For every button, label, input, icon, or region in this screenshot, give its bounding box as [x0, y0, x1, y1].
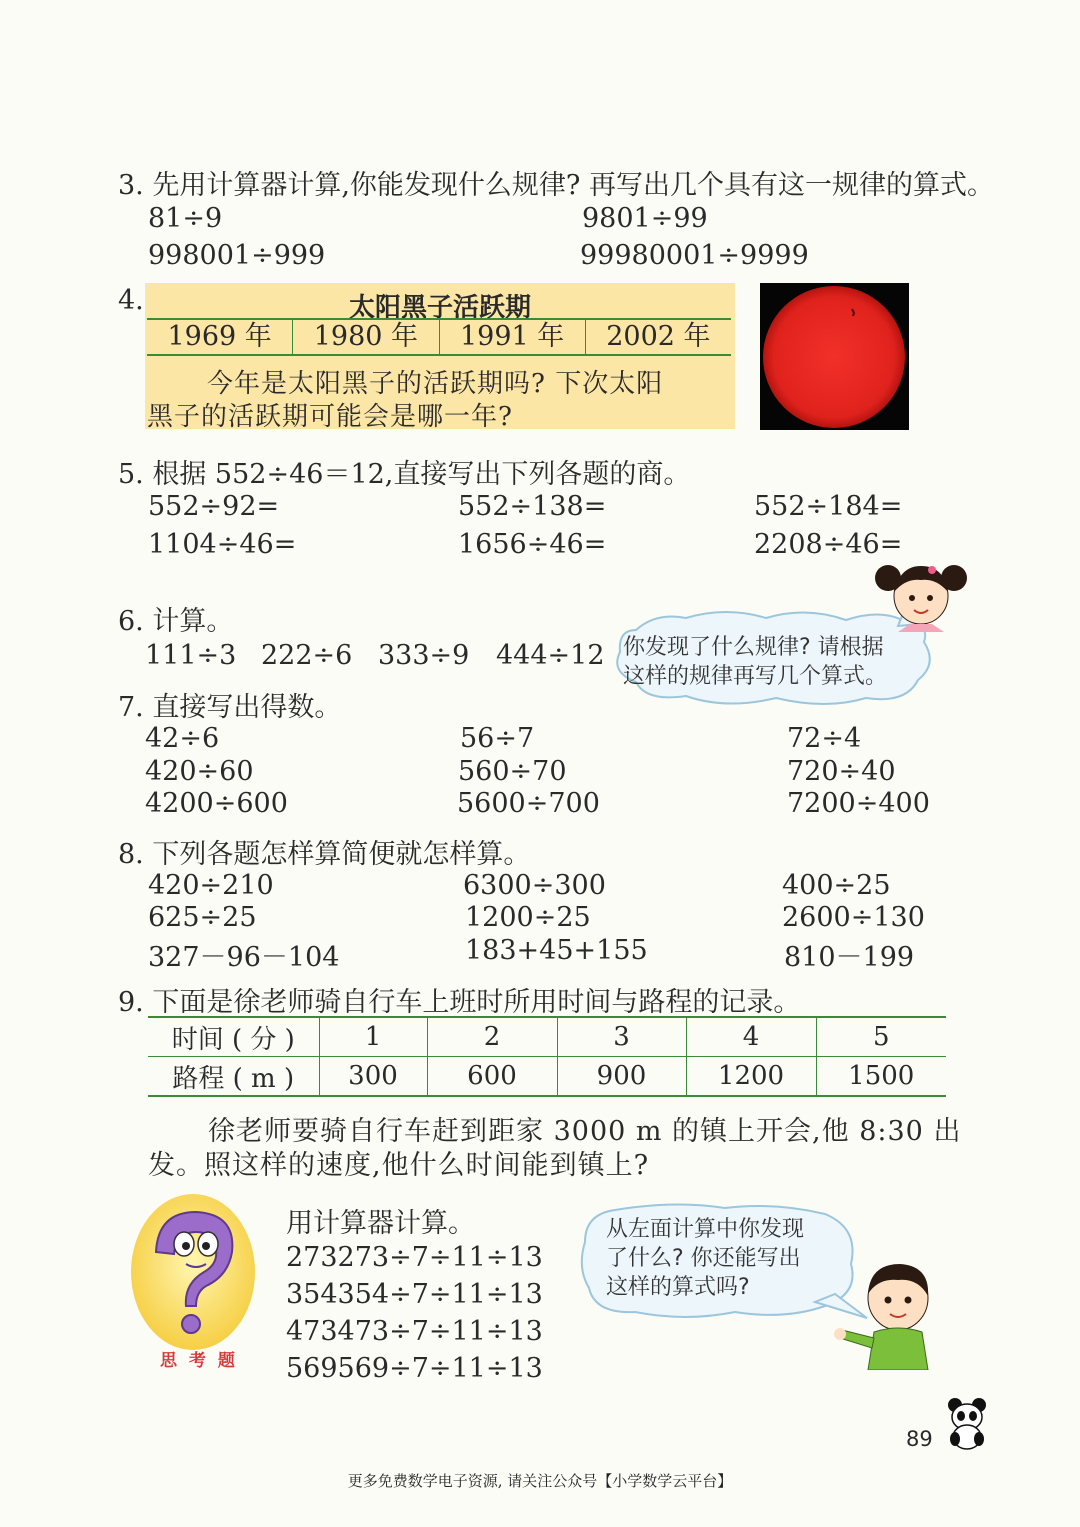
think-bubble-line1: 从左面计算中你发现 [606, 1217, 805, 1242]
table-header-time: 时间 ( 分 ) [148, 1017, 319, 1057]
q7-expr-9: 7200÷400 [787, 788, 930, 819]
table-cell: 1500 [816, 1057, 946, 1097]
table-header-distance: 路程 ( m ) [148, 1057, 319, 1097]
think-expr-4: 569569÷7÷11÷13 [286, 1353, 543, 1384]
page-number: 89 [906, 1427, 933, 1451]
q6-bubble-line1: 你发现了什么规律? 请根据 [623, 635, 884, 660]
q8-expr-7: 327－96－104 [148, 942, 340, 973]
sunspot-years-row [147, 318, 731, 356]
q9-text: 9. 下面是徐老师骑自行车上班时所用时间与路程的记录。 [118, 987, 801, 1018]
q5-expr-1: 552÷92= [148, 491, 280, 522]
question-mark-mascot-icon [128, 1190, 258, 1370]
q8-expr-3: 400÷25 [782, 870, 891, 901]
q7-expr-5: 560÷70 [458, 756, 567, 787]
sunspot-year-2: 1980 年 [292, 320, 438, 354]
q4-number: 4. [118, 285, 144, 316]
q3-expr-2: 9801÷99 [582, 203, 708, 234]
table-row [148, 1017, 946, 1057]
think-expr-1: 273273÷7÷11÷13 [286, 1242, 543, 1273]
think-intro: 用计算器计算。 [286, 1208, 475, 1239]
table-cell: 900 [557, 1057, 686, 1097]
q9-para-line2: 发。照这样的速度,他什么时间能到镇上? [148, 1150, 650, 1181]
think-expr-2: 354354÷7÷11÷13 [286, 1279, 543, 1310]
q6-text: 6. 计算。 [118, 606, 234, 637]
q8-expr-9: 810－199 [784, 942, 915, 973]
q5-expr-2: 552÷138= [458, 491, 607, 522]
think-bubble-line3: 这样的算式吗? [606, 1275, 750, 1300]
q7-expr-7: 4200÷600 [145, 788, 288, 819]
q3-text: 3. 先用计算器计算,你能发现什么规律? 再写出几个具有这一规律的算式。 [118, 170, 994, 201]
sun-photo [760, 283, 909, 430]
table-cell: 600 [427, 1057, 557, 1097]
sunspot-year-1: 1969 年 [167, 321, 272, 352]
sunspot-year-3: 1991 年 [439, 320, 585, 354]
table-cell: 4 [686, 1017, 816, 1057]
q8-expr-5: 1200÷25 [465, 902, 591, 933]
table-cell: 5 [816, 1017, 946, 1057]
sunspot-question-line1: 今年是太阳黑子的活跃期吗? 下次太阳 [207, 369, 664, 399]
boy-icon [832, 1258, 950, 1370]
q7-expr-8: 5600÷700 [457, 788, 600, 819]
table-cell: 3 [557, 1017, 686, 1057]
q7-expr-3: 72÷4 [787, 723, 862, 754]
q3-expr-1: 81÷9 [148, 203, 223, 234]
q6-expr-2: 222÷6 [261, 640, 353, 671]
sunspot-question-line2: 黑子的活跃期可能会是哪一年? [147, 402, 513, 432]
q6-expr-4: 444÷12 [496, 640, 605, 671]
q5-expr-4: 1104÷46= [148, 529, 297, 560]
sunspot-year-4: 2002 年 [585, 320, 731, 354]
table-cell: 2 [427, 1017, 557, 1057]
footer-note: 更多免费数学电子资源, 请关注公众号【小学数学云平台】 [347, 1472, 733, 1490]
q5-expr-5: 1656÷46= [458, 529, 607, 560]
q6-bubble-line2: 这样的规律再写几个算式。 [623, 664, 888, 689]
time-distance-table [148, 1016, 946, 1097]
q5-text: 5. 根据 552÷46＝12,直接写出下列各题的商。 [118, 459, 691, 490]
q8-expr-6: 2600÷130 [782, 902, 925, 933]
table-cell: 1 [319, 1017, 427, 1057]
think-expr-3: 473473÷7÷11÷13 [286, 1316, 543, 1347]
q7-expr-2: 56÷7 [460, 723, 535, 754]
sunspot-info-box [145, 283, 735, 432]
q7-expr-6: 720÷40 [787, 756, 896, 787]
q7-text: 7. 直接写出得数。 [118, 692, 342, 723]
q3-expr-3: 998001÷999 [148, 240, 326, 271]
q8-expr-2: 6300÷300 [463, 870, 606, 901]
q8-expr-4: 625÷25 [148, 902, 257, 933]
q7-expr-4: 420÷60 [145, 756, 254, 787]
q6-expr-3: 333÷9 [378, 640, 470, 671]
q8-expr-8: 183+45+155 [465, 935, 648, 966]
sunspot-title: 太阳黑子活跃期 [348, 293, 531, 323]
table-row [148, 1057, 946, 1097]
think-badge: 思 考 题 [160, 1351, 238, 1371]
q5-expr-6: 2208÷46= [754, 529, 903, 560]
q8-text: 8. 下列各题怎样算简便就怎样算。 [118, 839, 531, 870]
q6-expr-1: 111÷3 [145, 640, 237, 671]
think-bubble-line2: 了什么? 你还能写出 [606, 1246, 801, 1271]
sun-disc-icon [760, 283, 909, 430]
q3-expr-4: 99980001÷9999 [580, 240, 809, 271]
panda-icon [943, 1395, 991, 1451]
q5-expr-3: 552÷184= [754, 491, 903, 522]
q8-expr-1: 420÷210 [148, 870, 274, 901]
table-cell: 1200 [686, 1057, 816, 1097]
q9-para-line1: 徐老师要骑自行车赶到距家 3000 m 的镇上开会,他 8:30 出 [208, 1116, 962, 1147]
girl-icon [870, 556, 970, 632]
q7-expr-1: 42÷6 [145, 723, 220, 754]
table-cell: 300 [319, 1057, 427, 1097]
